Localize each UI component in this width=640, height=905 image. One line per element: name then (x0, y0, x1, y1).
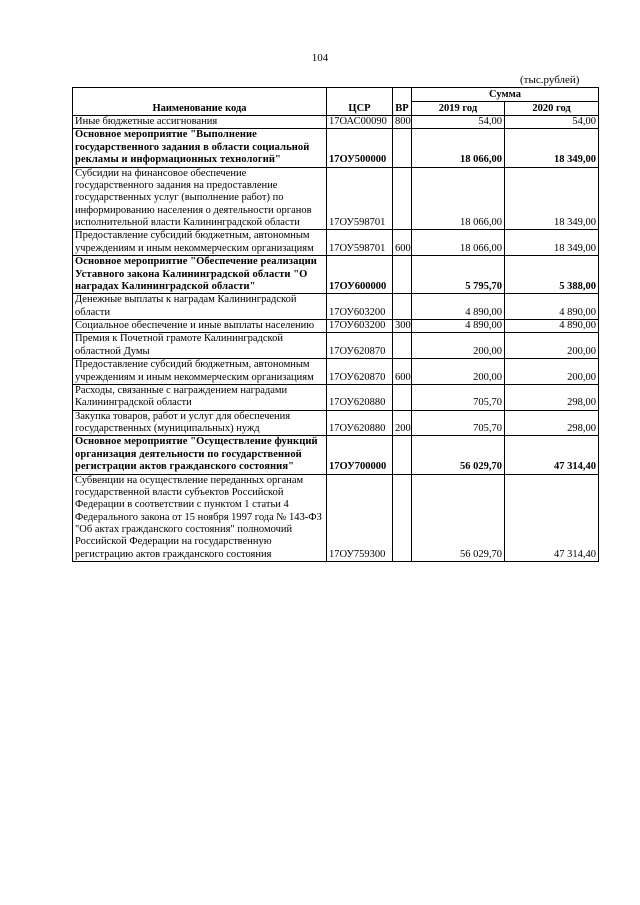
table-row (73, 333, 599, 359)
row-2020-cell: 18 349,00 (505, 167, 599, 230)
row-csr-cell: 17ОУ700000 (327, 436, 393, 474)
row-name-cell: Субвенции на осуществление переданных органам государственной власти субъектов Российской Федерации в соответствии с пунктом 1 статьи 4 Федерального закона от 15 ноября 1997 года № 143-ФЗ "Об актах гражданского состояния" полномочий Российской Федерации на государственную регистрацию актов гражданского состояния (73, 474, 327, 562)
units-label: (тыс.рублей) (520, 74, 580, 86)
row-csr-cell: 17ОУ500000 (327, 129, 393, 167)
budget-table (72, 87, 599, 562)
row-vr-cell: 600 (393, 359, 412, 385)
row-csr-cell: 17ОУ620880 (327, 410, 393, 436)
row-2020-cell: 54,00 (505, 116, 599, 129)
row-vr-cell (393, 294, 412, 320)
header-csr: ЦСР (327, 88, 393, 116)
row-2019-cell: 5 795,70 (412, 256, 505, 294)
row-vr-cell (393, 167, 412, 230)
table-row (73, 320, 599, 333)
row-2019-cell: 18 066,00 (412, 167, 505, 230)
row-csr-cell: 17ОУ620870 (327, 359, 393, 385)
row-2020-cell: 4 890,00 (505, 320, 599, 333)
row-vr-cell: 800 (393, 116, 412, 129)
row-csr-cell: 17ОАС00090 (327, 116, 393, 129)
row-2019-cell: 705,70 (412, 384, 505, 410)
header-vr: ВР (393, 88, 412, 116)
row-name-cell: Премия к Почетной грамоте Калининградской областной Думы (73, 333, 327, 359)
row-vr-cell (393, 129, 412, 167)
row-2020-cell: 47 314,40 (505, 474, 599, 562)
row-2019-cell: 705,70 (412, 410, 505, 436)
table-row (73, 410, 599, 436)
row-csr-cell: 17ОУ620880 (327, 384, 393, 410)
row-name-cell: Основное мероприятие "Обеспечение реализации Уставного закона Калининградской области "О наградах Калининградской области" (73, 256, 327, 294)
row-name-cell: Закупка товаров, работ и услуг для обеспечения государственных (муниципальных) нужд (73, 410, 327, 436)
table-row (73, 474, 599, 562)
row-csr-cell: 17ОУ603200 (327, 320, 393, 333)
table-row (73, 230, 599, 256)
table-row (73, 294, 599, 320)
row-name-cell: Иные бюджетные ассигнования (73, 116, 327, 129)
header-name: Наименование кода (73, 88, 327, 116)
row-2019-cell: 4 890,00 (412, 294, 505, 320)
table-row (73, 256, 599, 294)
row-2019-cell: 56 029,70 (412, 474, 505, 562)
row-2020-cell: 47 314,40 (505, 436, 599, 474)
row-name-cell: Основное мероприятие "Выполнение государственного задания в области социальной рекламы и информационных технологий" (73, 129, 327, 167)
row-name-cell: Предоставление субсидий бюджетным, автономным учреждениям и иным некоммерческим организациям (73, 230, 327, 256)
row-2019-cell: 18 066,00 (412, 230, 505, 256)
row-csr-cell: 17ОУ598701 (327, 230, 393, 256)
row-name-cell: Субсидии на финансовое обеспечение государственного задания на предоставление государственных услуг (выполнение работ) по информированию населения о деятельности органов исполнительной власти Калининградской области (73, 167, 327, 230)
header-year-2019: 2019 год (412, 102, 505, 116)
row-2020-cell: 200,00 (505, 333, 599, 359)
row-name-cell: Социальное обеспечение и иные выплаты населению (73, 320, 327, 333)
row-2020-cell: 200,00 (505, 359, 599, 385)
page-number: 104 (311, 52, 329, 64)
row-2019-cell: 56 029,70 (412, 436, 505, 474)
row-2019-cell: 54,00 (412, 116, 505, 129)
row-2019-cell: 200,00 (412, 359, 505, 385)
row-vr-cell (393, 384, 412, 410)
row-2020-cell: 18 349,00 (505, 129, 599, 167)
row-vr-cell: 300 (393, 320, 412, 333)
row-vr-cell: 600 (393, 230, 412, 256)
row-name-cell: Основное мероприятие "Осуществление функций организация деятельности по государственной регистрации актов гражданского состояния" (73, 436, 327, 474)
row-vr-cell (393, 256, 412, 294)
row-2020-cell: 298,00 (505, 410, 599, 436)
row-2020-cell: 298,00 (505, 384, 599, 410)
table-row (73, 129, 599, 167)
row-vr-cell (393, 333, 412, 359)
table-row (73, 116, 599, 129)
row-2019-cell: 200,00 (412, 333, 505, 359)
header-year-2020: 2020 год (505, 102, 599, 116)
row-name-cell: Расходы, связанные с награждением наградами Калининградской области (73, 384, 327, 410)
row-2019-cell: 4 890,00 (412, 320, 505, 333)
row-csr-cell: 17ОУ600000 (327, 256, 393, 294)
row-2020-cell: 5 388,00 (505, 256, 599, 294)
table-row (73, 436, 599, 474)
row-csr-cell: 17ОУ603200 (327, 294, 393, 320)
table-row (73, 359, 599, 385)
row-vr-cell (393, 474, 412, 562)
table-body (73, 116, 599, 562)
table-row (73, 167, 599, 230)
row-2019-cell: 18 066,00 (412, 129, 505, 167)
row-2020-cell: 4 890,00 (505, 294, 599, 320)
row-csr-cell: 17ОУ620870 (327, 333, 393, 359)
row-csr-cell: 17ОУ759300 (327, 474, 393, 562)
table-row (73, 384, 599, 410)
row-name-cell: Предоставление субсидий бюджетным, автономным учреждениям и иным некоммерческим организациям (73, 359, 327, 385)
row-2020-cell: 18 349,00 (505, 230, 599, 256)
row-vr-cell (393, 436, 412, 474)
row-vr-cell: 200 (393, 410, 412, 436)
header-sum: Сумма (412, 88, 599, 102)
row-csr-cell: 17ОУ598701 (327, 167, 393, 230)
row-name-cell: Денежные выплаты к наградам Калининградской области (73, 294, 327, 320)
